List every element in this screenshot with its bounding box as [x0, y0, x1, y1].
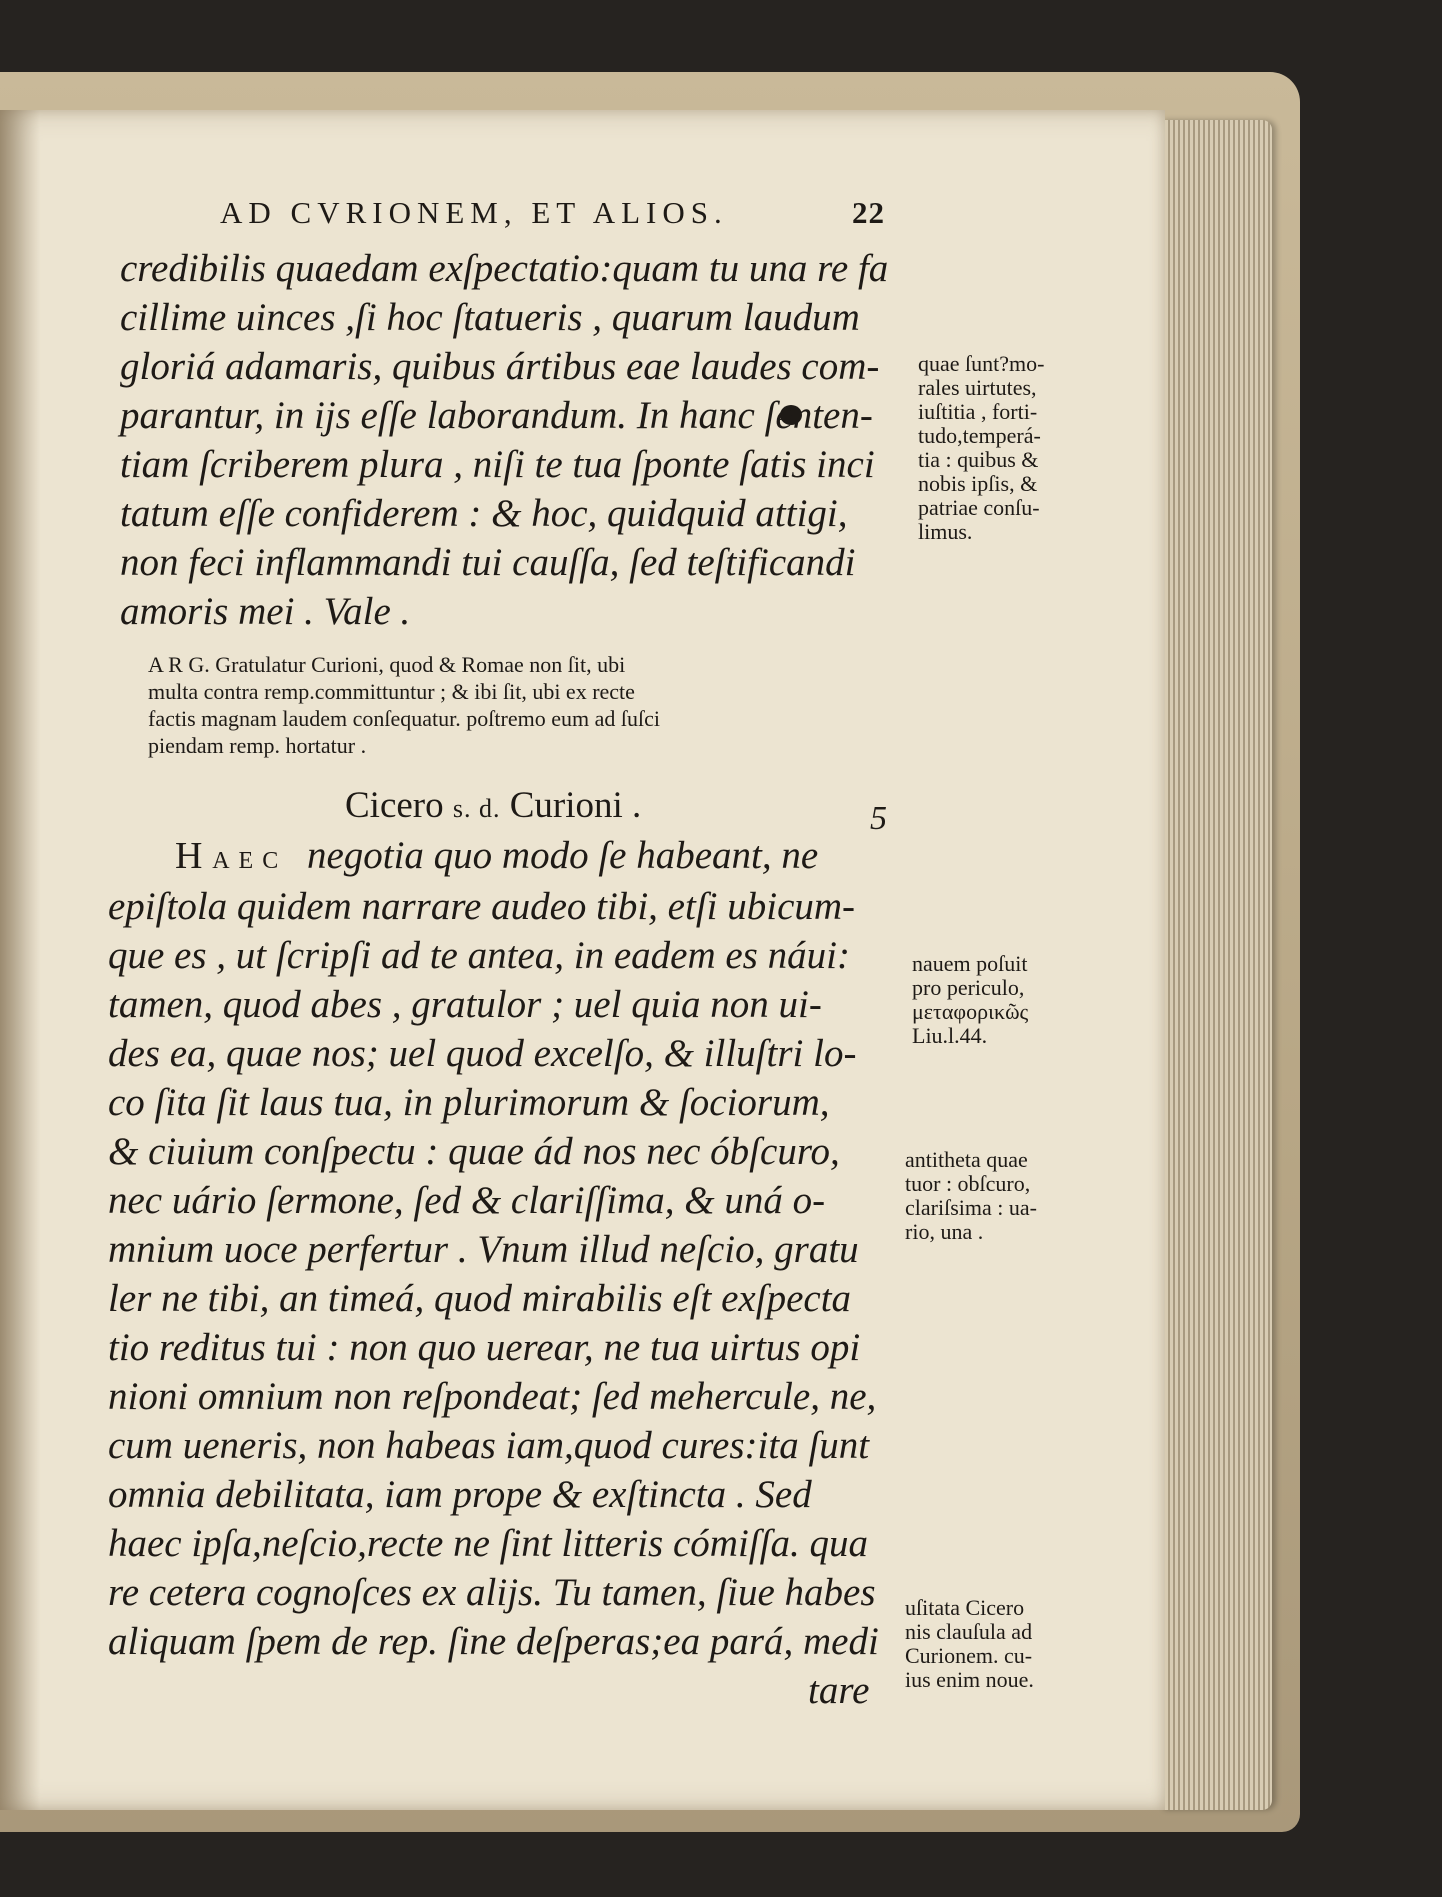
- letter-first-line: [175, 833, 818, 878]
- letter-title-salutation: s. d.: [452, 794, 501, 823]
- margin-line: pro periculo,: [912, 975, 1025, 1000]
- margin-line: quae ſunt?mo-: [918, 351, 1045, 376]
- first-line-text: negotia quo modo ſe habeant, ne: [306, 834, 819, 877]
- text-line: aliquam ſpem de rep. ſine deſperas;ea pará, medi: [108, 1620, 879, 1663]
- argument-line: A R G. Gratulatur Curioni, quod & Romae non ſit, ubi: [148, 652, 626, 677]
- letter-title-suffix: Curioni .: [509, 785, 642, 826]
- text-line: amoris mei . Vale .: [120, 590, 411, 633]
- margin-line: nobis ipſis, &: [918, 471, 1038, 496]
- margin-line: nauem poſuit: [912, 951, 1028, 976]
- text-line: nec uário ſermone, ſed & clariſſima, & uná o-: [108, 1179, 826, 1222]
- main-text-body: [108, 882, 879, 1715]
- text-line: omnia debilitata, iam prope & exſtincta . Sed: [108, 1473, 812, 1516]
- page-number: 22: [852, 195, 885, 230]
- text-line: & ciuium conſpectu : quae ád nos nec óbſcuro,: [108, 1130, 840, 1173]
- text-line: gloriá adamaris, quibus ártibus eae laudes com-: [120, 345, 880, 388]
- text-line: des ea, quae nos; uel quod excelſo, & illuſtri lo-: [108, 1032, 857, 1075]
- margin-line: rales uirtutes,: [918, 375, 1037, 400]
- main-text-top: [120, 244, 888, 636]
- margin-line: rio, una .: [905, 1219, 984, 1244]
- drop-cap-rest: AEC: [212, 848, 288, 874]
- text-line: nioni omnium non reſpondeat; ſed mehercule, ne,: [108, 1375, 877, 1418]
- letter-title: [345, 784, 641, 827]
- margin-line: nis clauſula ad: [905, 1619, 1033, 1644]
- text-line: haec ipſa,neſcio,recte ne ſint litteris cómiſſa. qua: [108, 1522, 868, 1565]
- margin-line: clariſsima : ua-: [905, 1195, 1037, 1220]
- margin-line: ius enim noue.: [905, 1667, 1034, 1692]
- text-line: co ſita ſit laus tua, in plurimorum & ſociorum,: [108, 1081, 830, 1124]
- text-line: parantur, in ijs eſſe laborandum. In hanc ſenten-: [120, 394, 873, 437]
- drop-cap: H: [175, 835, 203, 877]
- text-line: que es , ut ſcripſi ad te antea, in eadem es náui:: [108, 934, 850, 977]
- argument-line: multa contra remp.committuntur ; & ibi ſit, ubi ex recte: [148, 679, 635, 704]
- margin-line: tudo,temperá-: [918, 423, 1041, 448]
- marginal-note-clausula: [905, 1596, 1034, 1692]
- text-line: epiſtola quidem narrare audeo tibi, etſi ubicum-: [108, 885, 856, 928]
- margin-line: iuſtitia , forti-: [918, 399, 1038, 424]
- letter-number: 5: [870, 800, 887, 837]
- margin-line: patriae conſu-: [918, 495, 1040, 520]
- marginal-note-virtues: [918, 352, 1044, 544]
- margin-line: Liu.l.44.: [912, 1023, 988, 1048]
- text-line: tare: [808, 1669, 870, 1712]
- margin-line: Curionem. cu-: [905, 1643, 1033, 1668]
- argument-summary: [148, 652, 908, 760]
- text-line: tatum eſſe confiderem : & hoc, quidquid attigi,: [120, 492, 848, 535]
- margin-line: tuor : obſcuro,: [905, 1171, 1031, 1196]
- text-line: re cetera cognoſces ex alijs. Tu tamen, ſiue habes: [108, 1571, 876, 1614]
- page-gutter-shadow: [0, 110, 40, 1810]
- text-line: non feci inflammandi tui cauſſa, ſed teſtificandi: [120, 541, 856, 584]
- running-head: [220, 195, 920, 231]
- text-line: tamen, quod abes , gratulor ; uel quia non ui-: [108, 983, 822, 1026]
- argument-line: factis magnam laudem conſequatur. poſtremo eum ad ſuſci: [148, 706, 660, 731]
- text-line: mnium uoce perfertur . Vnum illud neſcio, gratu: [108, 1228, 859, 1271]
- running-head-title: AD CVRIONEM, ET ALIOS.: [220, 195, 728, 230]
- marginal-note-antithesis: [905, 1148, 1037, 1244]
- margin-line: μεταφορικῶς: [912, 999, 1029, 1024]
- text-line: tio reditus tui : non quo uerear, ne tua uirtus opi: [108, 1326, 861, 1369]
- text-line: cillime uinces ,ſi hoc ſtatueris , quarum laudum: [120, 296, 860, 339]
- text-line: tiam ſcriberem plura , niſi te tua ſponte ſatis inci: [120, 443, 875, 486]
- margin-line: uſitata Cicero: [905, 1595, 1025, 1620]
- margin-line: tia : quibus &: [918, 447, 1039, 472]
- page-edges: [1160, 120, 1272, 1810]
- text-line: cum ueneris, non habeas iam,quod cures:ita ſunt: [108, 1424, 870, 1467]
- text-line: ler ne tibi, an timeá, quod mirabilis eſt exſpecta: [108, 1277, 852, 1320]
- letter-title-prefix: Cicero: [345, 785, 444, 826]
- margin-line: limus.: [918, 519, 973, 544]
- text-line: credibilis quaedam exſpectatio:quam tu una re fa: [120, 247, 889, 290]
- marginal-note-metaphor: [912, 952, 1028, 1048]
- margin-line: antitheta quae: [905, 1147, 1028, 1172]
- argument-line: piendam remp. hortatur .: [148, 733, 367, 758]
